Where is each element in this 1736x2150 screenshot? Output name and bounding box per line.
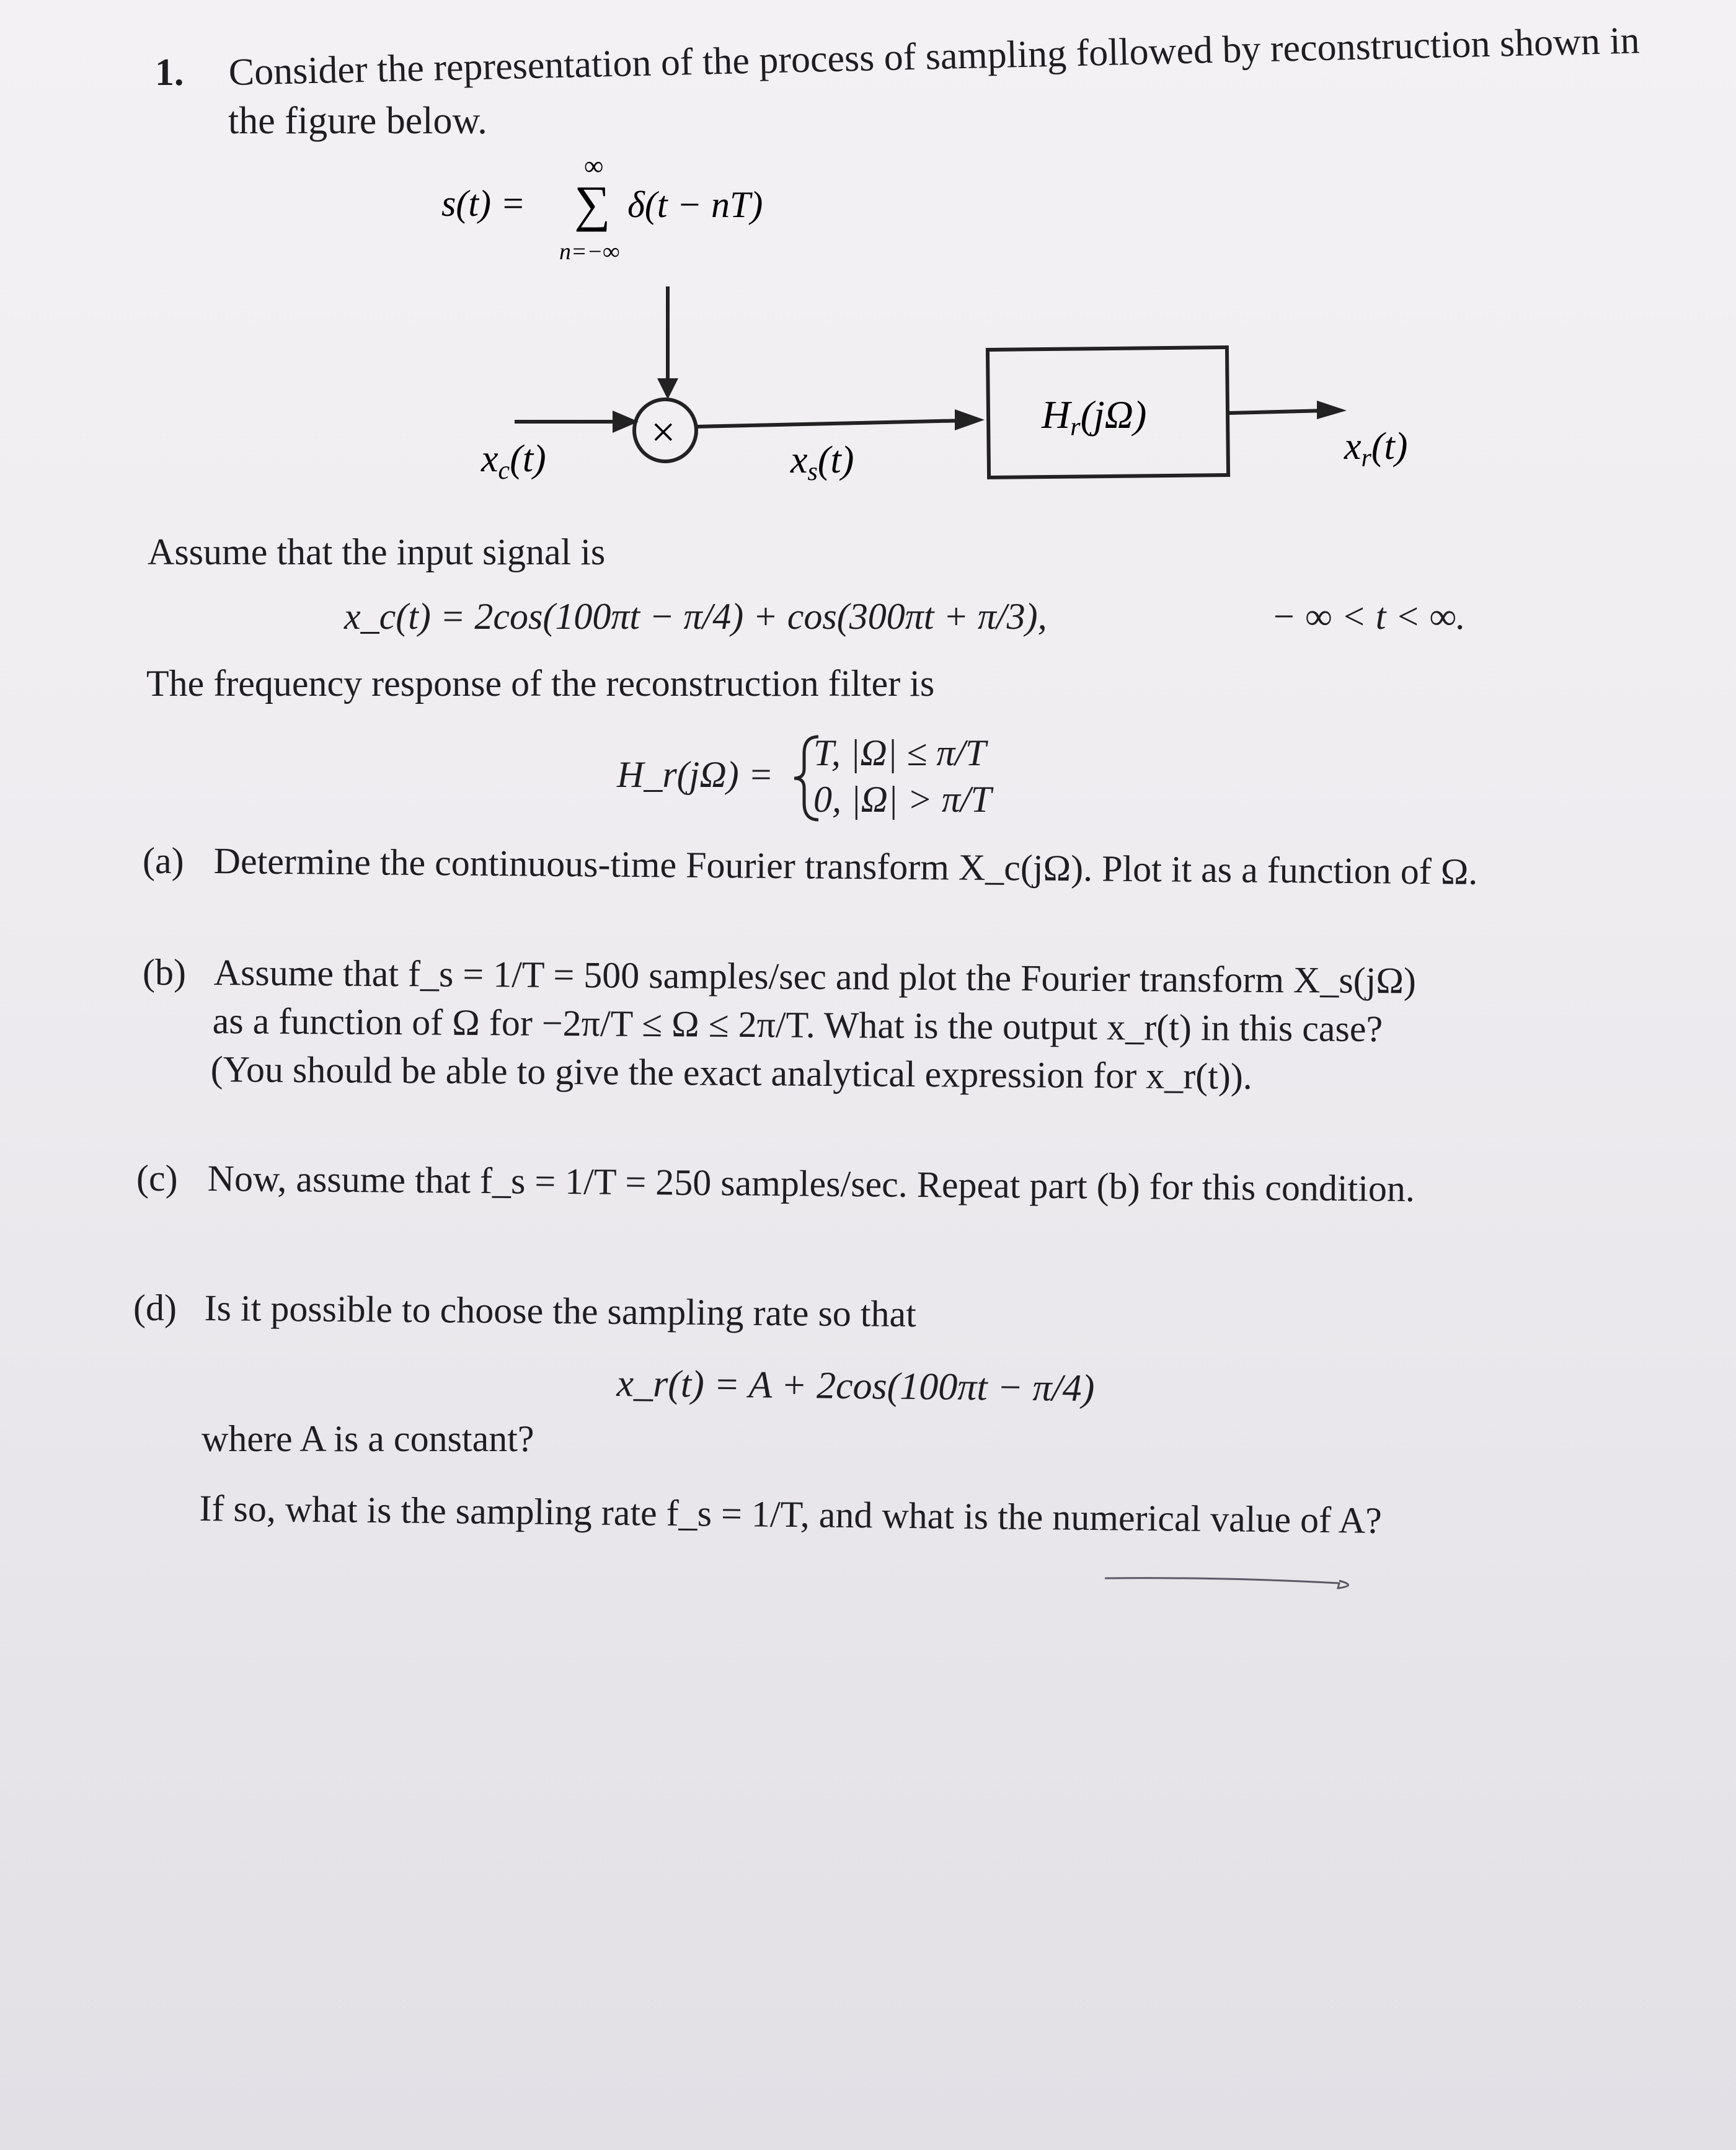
impulse-arrow-head (657, 378, 678, 399)
part-d-text: Is it possible to choose the sampling rate so that (204, 1287, 917, 1335)
part-c-text: Now, assume that f_s = 1/T = 250 samples/sec. Repeat part (b) for this condition. (207, 1158, 1415, 1209)
input-equation: x_c(t) = 2cos(100πt − π/4) + cos(300πt + π/3), (344, 596, 1047, 637)
multiplier-symbol: × (651, 409, 676, 456)
part-b-line2: as a function of Ω for −2π/T ≤ Ω ≤ 2π/T. What is the output x_r(t) in this case? (212, 1000, 1383, 1050)
output-arrow-head (1317, 401, 1347, 419)
output-label: xr(t) (1344, 425, 1408, 473)
problem-number: 1. (155, 51, 184, 94)
part-d-label: (d) (133, 1287, 177, 1328)
part-d-equation: x_r(t) = A + 2cos(100πt − π/4) (616, 1362, 1095, 1410)
output-line (1229, 411, 1327, 413)
sum-upper-limit: ∞ (584, 151, 604, 181)
problem-intro-line2: the figure below. (228, 100, 487, 142)
part-d-where: where A is a constant? (202, 1418, 534, 1459)
sum-lower-limit: n=−∞ (559, 239, 620, 265)
input-range: − ∞ < t < ∞. (1271, 596, 1466, 637)
filter-eq-lhs: H_r(jΩ) = (617, 754, 774, 795)
handwritten-underline (1104, 1572, 1401, 1603)
impulse-train-lhs: s(t) = (441, 183, 526, 224)
input-label: xc(t) (481, 438, 546, 485)
part-d-if-so: If so, what is the sampling rate f_s = 1/T, and what is the numerical value of A? (199, 1488, 1383, 1541)
part-a-label: (a) (143, 840, 184, 881)
part-b-line1: Assume that f_s = 1/T = 500 samples/sec and plot the Fourier transform X_s(jΩ) (213, 952, 1417, 1002)
sampled-line (696, 420, 967, 427)
part-b-line3: (You should be able to give the exact analytical expression for x_r(t)). (210, 1049, 1253, 1097)
sum-symbol: ∑ (574, 175, 611, 232)
problem-intro-line1: Consider the representation of the process of sampling followed by reconstruction shown in (228, 19, 1641, 94)
impulse-train-term: δ(t − nT) (627, 184, 763, 225)
filter-eq-case1: T, |Ω| ≤ π/T (813, 732, 986, 773)
part-a-text: Determine the continuous-time Fourier transform X_c(jΩ). Plot it as a function of Ω. (213, 840, 1478, 892)
sampled-label: xs(t) (790, 439, 854, 486)
filter-eq-case2: 0, |Ω| > π/T (813, 779, 991, 820)
filter-intro-text: The frequency response of the reconstruction filter is (146, 663, 935, 704)
assume-input-text: Assume that the input signal is (148, 531, 606, 572)
sampled-arrow-head (955, 409, 985, 430)
part-b-label: (b) (143, 952, 186, 993)
filter-label: Hr(jΩ) (1042, 393, 1147, 442)
part-c-label: (c) (136, 1158, 178, 1199)
